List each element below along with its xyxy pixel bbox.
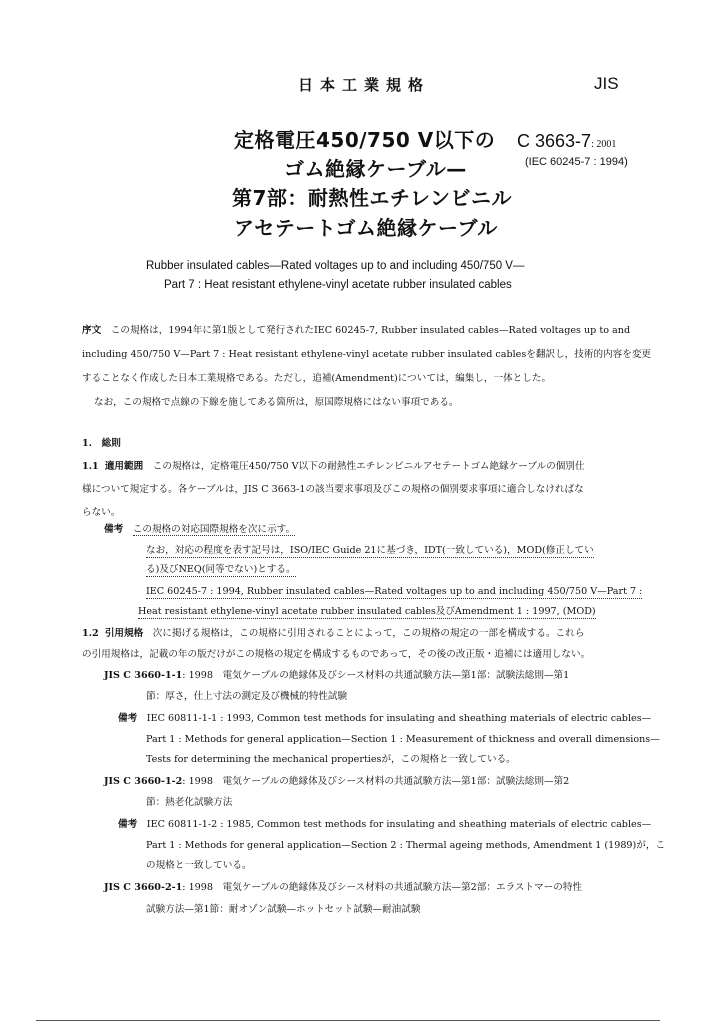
remark-line-4: IEC 60245-7 : 1994, Rubber insulated cables—Rated voltages up to and including 450/750 V—Part 7 : (146, 586, 643, 597)
reference-2-remark-2: Part 1 : Methods for general application—Section 2 : Thermal ageing methods, Amendment 1 (1989)が，こ (146, 840, 666, 851)
reference-2-line-1: JIS C 3660-1-2: 1998 電気ケーブルの絶縁体及びシース材料の共通試験方法—第1部：試験法総則—第2 (104, 776, 570, 787)
reference-2-remark-3: の規格と一致している。 (146, 860, 252, 871)
section-1-2-line-2: の引用規格は，記載の年の版だけがこの規格の規定を構成するものであって，その後の改正版・追補には適用しない。 (82, 649, 591, 660)
footer-rule (36, 1020, 660, 1021)
section-1-1-line-2: 様について規定する。各ケーブルは，JIS C 3663-1の該当要求事項及びこの規格の個別要求事項に適合しなければな (82, 484, 584, 495)
section-1-heading: 1. 総則 (82, 438, 121, 449)
reference-1-line-2: 節：厚さ，仕上寸法の測定及び機械的特性試験 (146, 691, 348, 702)
iec-reference: (IEC 60245-7 : 1994) (525, 156, 628, 168)
jis-year: : 2001 (591, 139, 617, 150)
jis-number: C 3663-7 (517, 131, 592, 151)
section-1-2-number: 1.2 (82, 628, 99, 639)
english-title-line-1: Rubber insulated cables—Rated voltages up to and including 450/750 V— (146, 260, 525, 272)
preface-line-1: 序文 この規格は，1994年に第1版として発行されたIEC 60245-7, Rubber insulated cables—Rated voltages up to and (82, 325, 631, 336)
remark-line-2: なお，対応の程度を表す記号は，ISO/IEC Guide 21に基づき，IDT(一致している)，MOD(修正してい (146, 545, 594, 556)
section-1-2-line-1: 1.2 引用規格 次に掲げる規格は，この規格に引用されることによって，この規格の規定の一部を構成する。これら (82, 628, 585, 639)
standard-type-heading: 日本工業規格 (298, 76, 431, 94)
title-line-3: 第7部：耐熱性エチレンビニル (232, 186, 513, 210)
reference-1-line-1: JIS C 3660-1-1: 1998 電気ケーブルの絶縁体及びシース材料の共通試験方法—第1部：試験法総則—第1 (104, 670, 570, 681)
title-line-1: 定格電圧450/750 V以下の (234, 128, 496, 152)
remark-line-3: る)及びNEQ(同等でない)とする。 (146, 564, 296, 575)
standard-number (517, 131, 616, 152)
preface-heading: 序文 (82, 325, 102, 336)
reference-3-code: JIS C 3660-2-1 (104, 882, 183, 893)
english-title-line-2: Part 7 : Heat resistant ethylene-vinyl acetate rubber insulated cables (164, 279, 512, 291)
section-1-1-line-3: らない。 (82, 507, 121, 518)
remark-line-1: 備考 この規格の対応国際規格を次に示す。 (104, 524, 296, 535)
remark-line-5: Heat resistant ethylene-vinyl acetate rubber insulated cables及びAmendment 1 : 1997, (MOD) (138, 606, 596, 617)
preface-line-3: することなく作成した日本工業規格である。ただし，追補(Amendment)については，編集し，一体とした。 (82, 373, 552, 384)
section-1-2-title: 引用規格 (104, 628, 144, 639)
reference-1-remark-1: 備考 IEC 60811-1-1 : 1993, Common test methods for insulating and sheathing materials of electric cables— (118, 713, 652, 724)
reference-2-remark-label: 備考 (118, 819, 138, 830)
section-1-1-number: 1.1 (82, 461, 99, 472)
title-line-4: アセテートゴム絶縁ケーブル (234, 216, 498, 240)
reference-1-code: JIS C 3660-1-1 (104, 670, 183, 681)
jis-mark: JIS (594, 74, 619, 93)
section-1-1-title: 適用範囲 (104, 461, 144, 472)
title-line-2: ゴム絶縁ケーブル— (284, 157, 467, 181)
section-1-1-line-1: 1.1 適用範囲 この規格は，定格電圧450/750 V以下の耐熱性エチレンビニルアセテートゴム絶縁ケーブルの個別仕 (82, 461, 585, 472)
remark-label: 備考 (104, 524, 124, 535)
preface-line-4: なお，この規格で点線の下線を施してある箇所は，原国際規格にはない事項である。 (94, 397, 459, 408)
reference-3-line-1: JIS C 3660-2-1: 1998 電気ケーブルの絶縁体及びシース材料の共通試験方法—第2部：エラストマーの特性 (104, 882, 583, 893)
reference-1-remark-2: Part 1 : Methods for general application—Section 1 : Measurement of thickness and overall dimensions— (146, 734, 660, 745)
reference-2-remark-1: 備考 IEC 60811-1-2 : 1985, Common test methods for insulating and sheathing materials of electric cables— (118, 819, 652, 830)
reference-2-code: JIS C 3660-1-2 (104, 776, 183, 787)
reference-1-remark-3: Tests for determining the mechanical propertiesが，この規格と一致している。 (146, 754, 516, 765)
reference-1-remark-label: 備考 (118, 713, 138, 724)
reference-3-line-2: 試験方法—第1節：耐オゾン試験—ホットセット試験—耐油試験 (146, 904, 421, 915)
reference-2-line-2: 節：熱老化試験方法 (146, 797, 233, 808)
preface-line-2: including 450/750 V—Part 7 : Heat resistant ethylene-vinyl acetate rubber insulated cablesを翻訳し，技術的内容を変更 (82, 349, 652, 360)
